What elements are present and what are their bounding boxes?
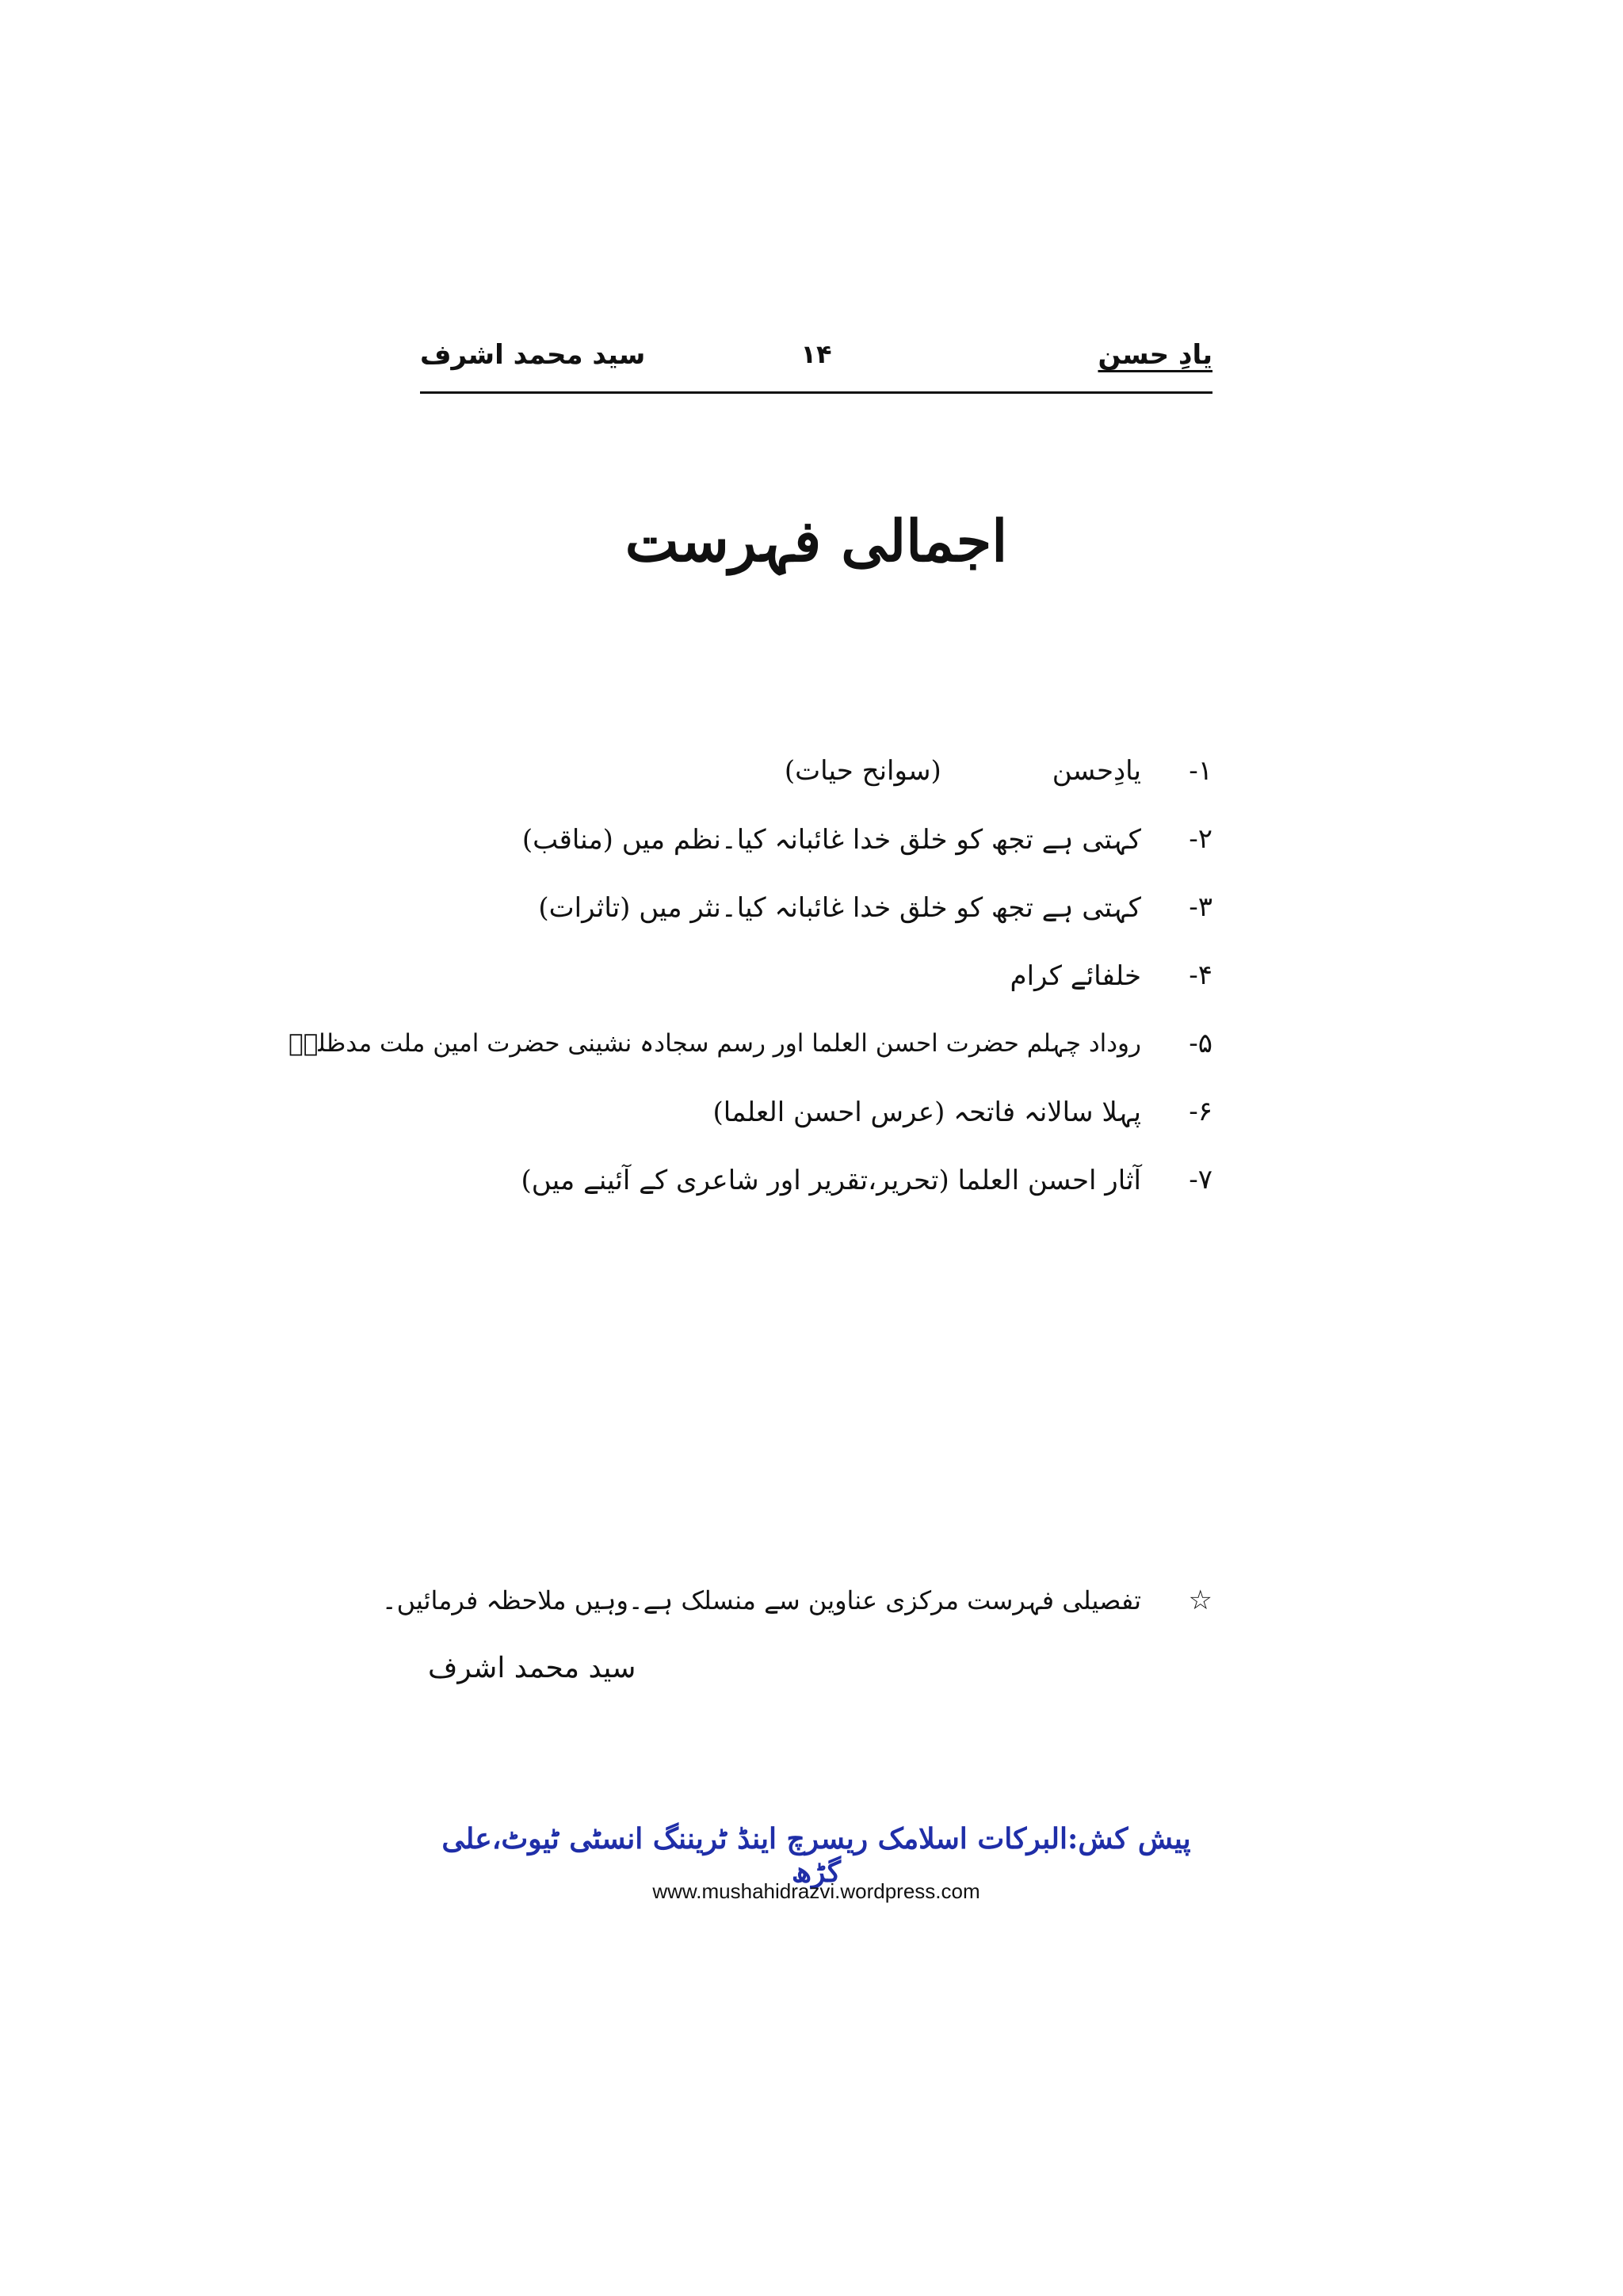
- toc-text: کہتی ہے تجھ کو خلق خدا غائبانہ کیا۔نظم میں (مناقب): [521, 823, 1141, 856]
- signature: سید محمد اشرف: [428, 1652, 636, 1684]
- header-rule: [420, 391, 1212, 394]
- star-icon: ☆: [1188, 1585, 1212, 1616]
- toc-number: ۷-: [1189, 1164, 1212, 1196]
- toc-number: ۳-: [1189, 891, 1212, 923]
- toc-item-7: [444, 1146, 1212, 1214]
- footnote-text: تفصیلی فہرست مرکزی عناوین سے منسلک ہے۔وہیں ملاحظہ فرمائیں۔: [381, 1585, 1141, 1615]
- toc-number: ۶-: [1189, 1096, 1212, 1127]
- page-title: اجمالی فہرست: [624, 507, 1008, 574]
- toc-item-2: [444, 805, 1212, 873]
- toc-number: ۴-: [1189, 959, 1212, 991]
- header-page-number: ۱۴: [800, 339, 832, 369]
- presenter-line: پیش کش:البرکات اسلامک ریسرچ اینڈ ٹریننگ انسٹی ٹیوٹ،علی گڑھ: [441, 1822, 1191, 1889]
- toc-number: ۵-: [1189, 1028, 1212, 1059]
- toc-number: ۱-: [1189, 755, 1212, 787]
- toc-item-5: [288, 1009, 1212, 1077]
- toc-text: یادِحسن: [1052, 755, 1141, 787]
- toc-text: خلفائے کرام: [1010, 959, 1141, 992]
- toc-text: پہلا سالانہ فاتحہ (عرس احسن العلما): [712, 1096, 1141, 1128]
- toc-number: ۲-: [1189, 823, 1212, 855]
- toc-subtitle: (سوانح حیات): [784, 755, 941, 787]
- footnote: [381, 1585, 1212, 1616]
- toc-text: آثار احسن العلما (تحریر،تقریر اور شاعری کے آئینے میں): [521, 1164, 1141, 1196]
- toc-text: کہتی ہے تجھ کو خلق خدا غائبانہ کیا۔نثر میں (تاثرات): [538, 891, 1141, 924]
- website-url: www.mushahidrazvi.wordpress.com: [652, 1879, 980, 1903]
- toc-item-3: [444, 873, 1212, 941]
- table-of-contents: [288, 737, 1212, 1214]
- running-header: [420, 333, 1212, 396]
- toc-item-1: [444, 737, 1212, 805]
- header-author: سید محمد اشرف: [420, 339, 646, 371]
- toc-item-6: [444, 1077, 1212, 1146]
- header-book-title: یادِ حسن: [1098, 339, 1212, 371]
- toc-text: روداد چہلم حضرت احسن العلما اور رسم سجادہ نشینی حضرت امین ملت مدظلہٗ: [288, 1029, 1141, 1058]
- toc-item-4: [444, 941, 1212, 1009]
